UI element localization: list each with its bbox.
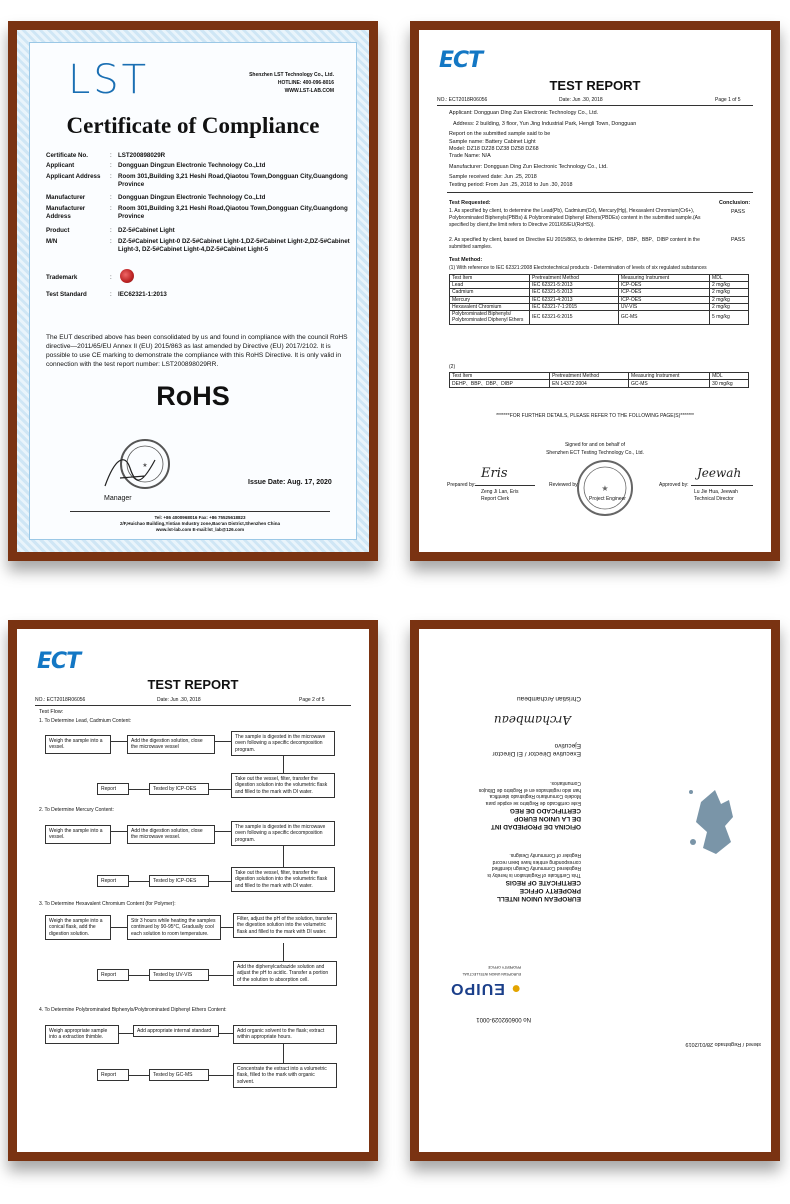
field-model: M/N : DZ-5#Cabinet Light-0 DZ-5#Cabinet Light-1,DZ-5#Cabinet Light-2,DZ-5#Cabinet Light-3, DZ-5#Cabinet Light-4,DZ-5#Cabinet Light-5 bbox=[46, 238, 350, 253]
flow-arrow bbox=[209, 975, 233, 976]
footer-divider bbox=[70, 511, 330, 512]
flow-section-1-title: 1. To Determine Lead, Cadmium Content: bbox=[39, 718, 132, 724]
test-requested-label: Test Requested: bbox=[449, 200, 491, 206]
preparer-title: Report Clerk bbox=[481, 496, 510, 502]
certificate-frame bbox=[8, 21, 378, 561]
flow-step-extract: Add organic solvent to the flask; extract within appropriate hours. bbox=[233, 1025, 337, 1044]
issue-date: Issue Date: Aug. 17, 2020 bbox=[248, 479, 332, 486]
manufacturer: Manufacturer: Dongguan Ding Zun Electronic Technology Co., Ltd. bbox=[449, 164, 608, 170]
section-divider bbox=[447, 192, 753, 193]
euipo-number: No 006092029-0001 bbox=[476, 1016, 531, 1022]
report-page-number: Page 2 of 5 bbox=[299, 697, 325, 703]
flow-arrow bbox=[111, 831, 127, 832]
table-row: Cadmium IEC 62321-5:2013 ICP-OES 2 mg/kg bbox=[450, 289, 749, 296]
flow-arrow bbox=[221, 927, 233, 928]
report-page1-frame bbox=[410, 21, 780, 561]
header-divider bbox=[437, 105, 753, 106]
table-row: Mercury IEC 62321-4:2013 ICP-OES 2 mg/kg bbox=[450, 296, 749, 303]
table-row: Hexavalent Chromium IEC 62321-7-1:2015 UV-VIS 2 mg/kg bbox=[450, 303, 749, 310]
field-test-standard: Test Standard : IEC62321-1:2013 bbox=[46, 291, 167, 298]
signed-company: Shenzhen ECT Testing Technology Co., Ltd. bbox=[546, 450, 644, 456]
signature-line bbox=[475, 485, 535, 486]
euipo-director: Executive Director / El Director Ejecutivo bbox=[492, 742, 581, 757]
rohs-label: RoHS bbox=[156, 381, 230, 411]
report-title: TEST REPORT bbox=[549, 78, 641, 93]
table-row: Polybrominated Biphenyls/ Polybrominated Diphenyl Ethers IEC 62321-6:2015 GC-MS 5 mg/kg bbox=[450, 310, 749, 324]
flow-step-report: Report bbox=[97, 875, 129, 887]
flow-arrow bbox=[119, 1033, 133, 1034]
report-page2-paper bbox=[17, 629, 369, 1152]
ect-logo: ECT bbox=[439, 48, 483, 73]
manager-label: Manager bbox=[104, 495, 132, 502]
field-certificate-no: Certificate No. : LST200898029R bbox=[46, 152, 166, 159]
field-manufacturer-address: Manufacturer Address : Room 301,Building 3,21 Heshi Road,Qiaotou Town,Dongguan City,Guangdong Province bbox=[46, 205, 348, 220]
euipo-paper bbox=[419, 629, 771, 1152]
company-hotline: HOTLINE: 400-096-8016 bbox=[277, 80, 334, 86]
report-number: NO.: ECT2018R06056 bbox=[35, 697, 86, 703]
flow-arrow bbox=[129, 881, 149, 882]
flow-section-2-title: 2. To Determine Mercury Content: bbox=[39, 807, 114, 813]
preparer-name: Zeng Ji Lan, Eris bbox=[481, 489, 519, 495]
director-name: Christian Archambeau bbox=[517, 695, 581, 702]
report-number: NO.: ECT2018R06056 bbox=[437, 97, 488, 103]
euipo-certificate-rotated bbox=[419, 629, 771, 1152]
flow-step-digest: The sample is digested in the microwave oven following a specific decomposition program. bbox=[231, 821, 335, 846]
report-page-number: Page 1 of 5 bbox=[715, 97, 741, 103]
model: Model: DZ18 DZ28 DZ38 DZ58 DZ68 bbox=[449, 146, 539, 152]
signature-line bbox=[691, 485, 753, 486]
test-method-label: Test Method: bbox=[449, 257, 483, 263]
report-intro: Report on the submitted sample said to be bbox=[449, 131, 551, 137]
method-1: (1) With reference to IEC 62321:2008 Electrotechnical products - Determination of levels of six regulated substances bbox=[449, 265, 707, 271]
reviewer-title: Project Engineer bbox=[589, 496, 626, 502]
conclusion-label: Conclusion: bbox=[719, 200, 751, 206]
company-name: Shenzhen LST Technology Co., Ltd. bbox=[249, 72, 334, 78]
flow-arrow bbox=[209, 1075, 233, 1076]
euipo-english-text: EUROPEAN UNION INTELL PROPERTY OFFICE CERTIFICATE OF REGIS This Certificate of Registration is hereby is Registered Community Design identified corresponding entries have been record Register of Community Designs. bbox=[487, 852, 581, 902]
svg-text:★: ★ bbox=[142, 462, 148, 469]
flow-step-test: Tested by GC-MS bbox=[149, 1069, 209, 1081]
flow-step-report: Report bbox=[97, 1069, 129, 1081]
flow-step-filter: Filter, adjust the pH of the solution, transfer the digestion solution into the volumetric flask and filled to the mark with DI water. bbox=[233, 913, 337, 938]
table-header-row: Test Item Pretreatment Method Measuring Instrument MDL bbox=[450, 275, 749, 282]
received-date: Sample received date: Jun .25, 2018 bbox=[449, 174, 537, 180]
euipo-spanish-text: OFICINA DE PROPIEDAD INT DE LA UNION EUROP CERTIFICADO DE REG Este certificado de Registro se expide para Modelo Comunitario Registrado identifica han sido registrados en el Registro de Dibujos Comunitarios. bbox=[478, 780, 581, 830]
field-applicant-address: Applicant Address : Room 301,Building 3,21 Heshi Road,Qiaotou Town,Dongguan City,Guangdong Province bbox=[46, 173, 348, 188]
report-date: Date: Jun .30, 2018 bbox=[157, 697, 201, 703]
flow-arrow bbox=[111, 927, 127, 928]
trade-name: Trade Name: N/A bbox=[449, 153, 491, 159]
field-trademark: Trademark : bbox=[46, 274, 112, 281]
approver-name: Lu Jie Hua, Jeewah bbox=[694, 489, 738, 495]
header-divider bbox=[35, 705, 351, 706]
flow-arrow bbox=[129, 1075, 149, 1076]
flow-step-report: Report bbox=[97, 783, 129, 795]
company-website: WWW.LST-LAB.COM bbox=[284, 88, 334, 94]
table-row: Lead IEC 62321-5:2013 ICP-OES 2 mg/kg bbox=[450, 282, 749, 289]
field-applicant: Applicant : Dongguan Dingzun Electronic Technology Co.,Ltd bbox=[46, 162, 266, 169]
ect-seal-stamp bbox=[577, 460, 633, 516]
flow-arrow bbox=[215, 831, 231, 832]
euipo-logo-subtitle: EUROPEAN UNION INTELLECTUAL PROPERTY OFFICE bbox=[462, 965, 521, 976]
euipo-date-line: stered / Registrado 28/01/2019 bbox=[685, 1041, 761, 1047]
flow-arrow bbox=[283, 1043, 284, 1063]
flow-step-weigh: Weigh appropriate sample into a extraction thimble. bbox=[45, 1025, 119, 1044]
testing-period: Testing period: From Jun .25, 2018 to Jun .30, 2018 bbox=[449, 182, 573, 188]
approver-signature: Jeewah bbox=[697, 466, 742, 480]
flow-step-stir: Stir 3 hours while heating the samples continued by 90-95°C, Gradually cool each solution to room temperature. bbox=[127, 915, 221, 940]
flow-step-filter: Take out the vessel, filter, transfer the digestion solution into the volumetric flask and filled to the mark with DI water. bbox=[231, 867, 335, 892]
manager-signature bbox=[100, 448, 170, 493]
flow-step-test: Tested by ICP-OES bbox=[149, 783, 209, 795]
trademark-logo bbox=[120, 269, 134, 283]
applicant: Applicant: Dongguan Ding Zun Electronic Technology Co., Ltd. bbox=[449, 110, 599, 116]
prepared-by-label: Prepared by: bbox=[447, 482, 476, 488]
request-1-result: PASS bbox=[731, 209, 745, 215]
flow-step-test: Tested by UV-VIS bbox=[149, 969, 209, 981]
flow-step-add-solution: Add the digestion solution, close the microwave vessel bbox=[127, 735, 215, 754]
flow-section-3-title: 3. To Determine Hexavalent Chromium Content (for Polymer): bbox=[39, 901, 176, 907]
flow-step-diphenylcarbazide: Add the diphenylcarbazide solution and adjust the pH to acidic. Transfer a portion of the solution to absorption cell. bbox=[233, 961, 337, 986]
certificate-body bbox=[29, 42, 357, 540]
preparer-signature: Eris bbox=[481, 466, 508, 481]
method-2: (2) bbox=[449, 364, 456, 370]
report-page1-paper bbox=[419, 30, 771, 552]
flow-arrow bbox=[219, 1033, 233, 1034]
flow-arrow bbox=[129, 789, 149, 790]
flow-step-digest: The sample is digested in the microwave oven following a specific decomposition program. bbox=[231, 731, 335, 756]
signed-for: Signed for and on behalf of bbox=[564, 442, 626, 448]
test-flow-label: Test Flow: bbox=[39, 709, 64, 715]
certificate-title: Certificate of Compliance bbox=[66, 113, 320, 138]
request-2-result: PASS bbox=[731, 237, 745, 243]
flow-step-report: Report bbox=[97, 969, 129, 981]
euipo-logo: ● EUIPO bbox=[450, 980, 521, 997]
certificate-paper bbox=[17, 30, 369, 552]
lst-logo: LST bbox=[68, 57, 150, 103]
report-page2-frame bbox=[8, 620, 378, 1161]
eu-map-icon bbox=[681, 772, 741, 862]
flow-step-weigh: Weigh the sample into a conical flask, add the digestion solution. bbox=[45, 915, 111, 940]
director-signature: Archambeau bbox=[493, 713, 571, 727]
ect-logo: ECT bbox=[37, 649, 81, 674]
flow-arrow bbox=[209, 789, 231, 790]
request-2: 2. As specified by client, based on Directive EU 2015/863, to determine DEHP、DBP、BBP、DIBP content in the submitted samples. bbox=[449, 237, 700, 250]
flow-arrow bbox=[215, 741, 231, 742]
flow-step-weigh: Weigh the sample into a vessel. bbox=[45, 735, 111, 754]
certificate-footer: Tel: +86 4000968016 Fax: +86 75525618823 2/F,Huichao Building,Yintian Industry zone,Bao'an District,Shenzhen China www.lst-lab.com E-mail:lst_lab@126.com bbox=[120, 515, 280, 532]
flow-arrow bbox=[129, 975, 149, 976]
flow-step-internal-standard: Add appropriate internal standard bbox=[133, 1025, 219, 1037]
approved-by-label: Approved by: bbox=[659, 482, 689, 488]
flow-arrow bbox=[283, 943, 284, 961]
flow-step-filter: Take out the vessel, filter, transfer the digestion solution into the volumetric flask and filled to the mark with DI water. bbox=[231, 773, 335, 798]
approver-title: Technical Director bbox=[694, 496, 734, 502]
method-1-table bbox=[449, 274, 749, 325]
report-title: TEST REPORT bbox=[147, 677, 239, 692]
reviewed-by-label: Reviewed by: bbox=[549, 482, 580, 488]
address: Address: 2 building, 3 floor, Yun Jing Industrial Park, Hengli Town, Dongguan bbox=[453, 121, 637, 127]
method-2-table bbox=[449, 372, 749, 388]
report-date: Date: Jun .30, 2018 bbox=[559, 97, 603, 103]
table-row: DEHP、BBP、DBP、DIBP EN 14372:2004 GC-MS 30 mg/kg bbox=[450, 380, 749, 388]
flow-step-add-solution: Add the digestion solution, close the microwave vessel. bbox=[127, 825, 215, 844]
svg-text:★: ★ bbox=[601, 484, 609, 493]
eut-statement: The EUT described above has been consolidated by us and found in compliance with the council RoHS directive—2011/65/EU Annex II (EU) 2015/863 as last amended by Directive (EU) 2017/2102. It is possible to use CE marking to demonstrate the compliance with this RoHS Directive. It is only valid in connection with the test report number: LST200898029RR. bbox=[46, 334, 348, 368]
sample-name: Sample name: Battery Cabinet Light bbox=[449, 139, 536, 145]
euipo-frame bbox=[410, 620, 780, 1161]
flow-step-test: Tested by ICP-OES bbox=[149, 875, 209, 887]
flow-arrow bbox=[209, 881, 231, 882]
flow-section-4-title: 4. To Determine Polybrominated Biphenyls/Polybrominated Diphenyl Ethers Content: bbox=[39, 1007, 227, 1013]
flow-step-concentrate: Concentrate the extract into a volumetric flask, filled to the mark with organic solvent. bbox=[233, 1063, 337, 1088]
further-details-note: *******FOR FURTHER DETAILS, PLEASE REFER TO THE FOLLOWING PAGE(S)******* bbox=[496, 413, 694, 419]
flow-arrow bbox=[283, 755, 284, 773]
flow-arrow bbox=[283, 845, 284, 867]
flow-arrow bbox=[111, 741, 127, 742]
field-manufacturer: Manufacturer : Dongguan Dingzun Electronic Technology Co.,Ltd bbox=[46, 194, 266, 201]
field-product: Product : DZ-5#Cabinet Light bbox=[46, 227, 175, 234]
company-header bbox=[224, 71, 334, 95]
request-1: 1. As specified by client, to determine the Lead(Pb), Cadmium(Cd), Mercury(Hg), Hexavalent Chromium(Cr6+), Polybrominated Biphenyls(PBBs) & Polybrominated Diphenyl Ethers(PBDEs) content in the submitted sample.(As specified by client,the limit refers to Directive 2011/65/EU(RoHS)). bbox=[449, 208, 701, 228]
flow-step-weigh: Weigh the sample into a vessel. bbox=[45, 825, 111, 844]
table-header-row: Test Item Pretreatment Method Measuring Instrument MDL bbox=[450, 373, 749, 380]
